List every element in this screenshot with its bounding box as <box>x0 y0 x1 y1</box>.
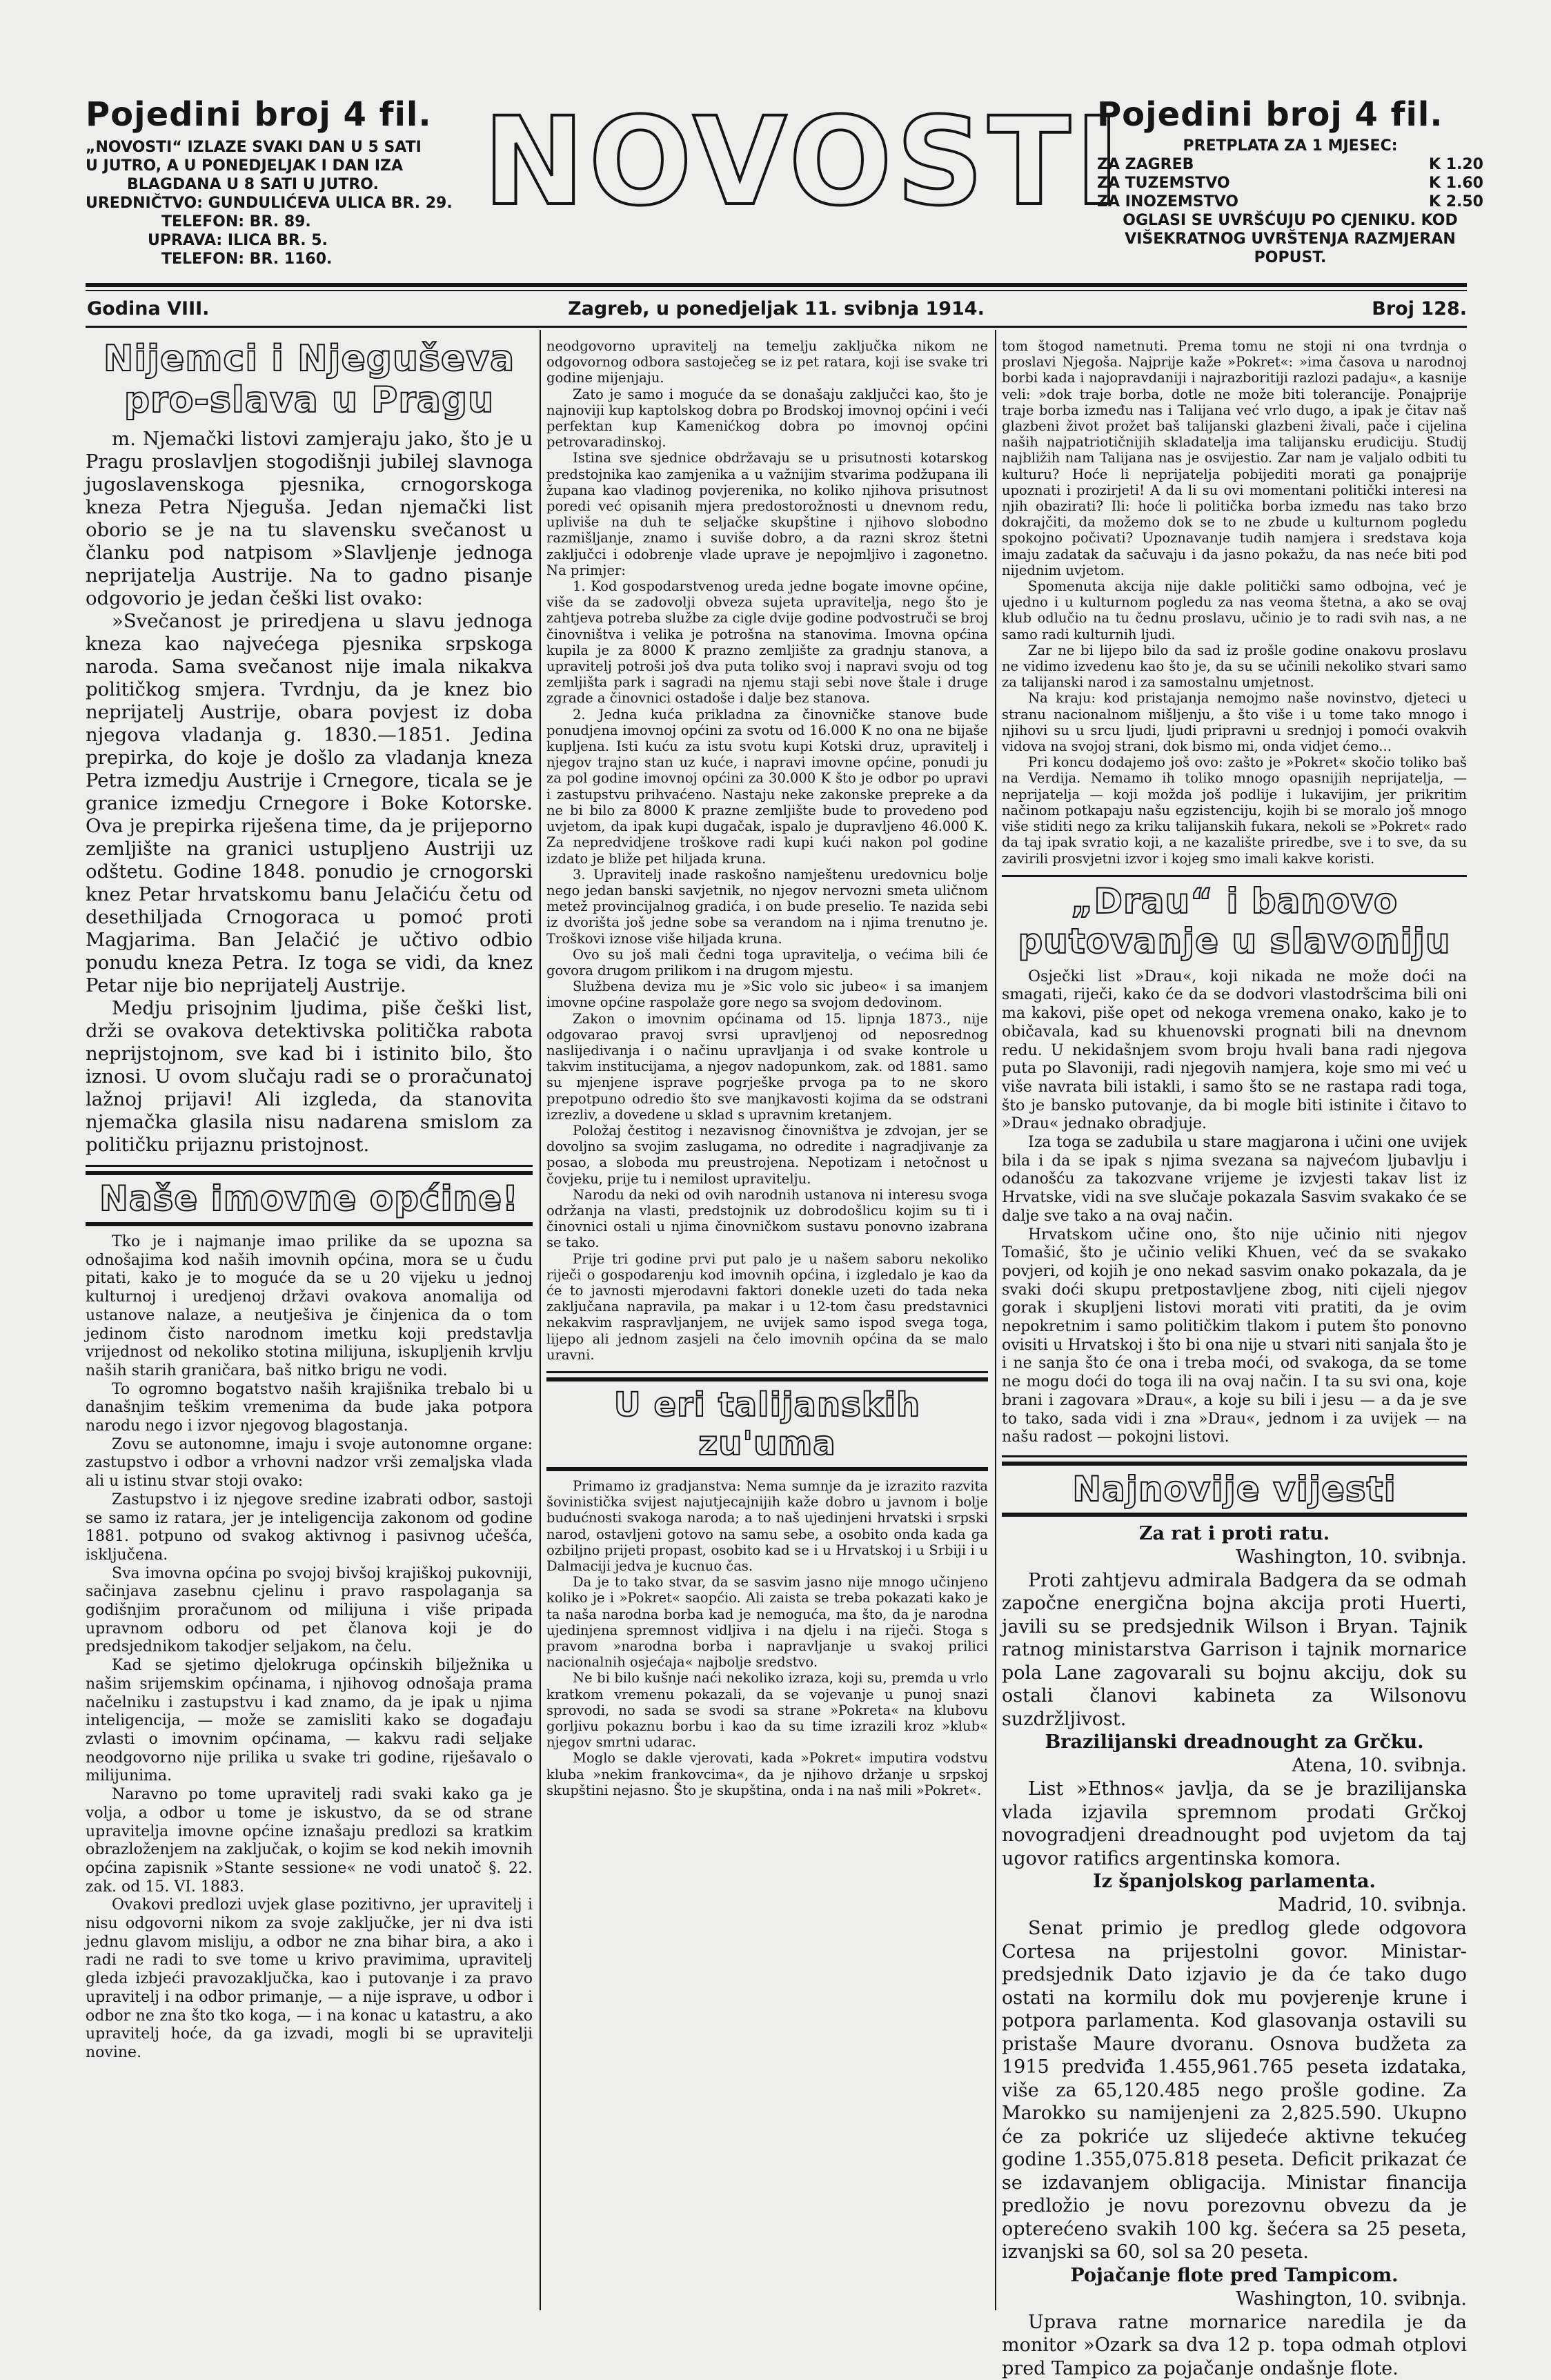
article-paragraph: Kad se sjetimo djelokruga općinskih bilježnika u našim srijemskim općinama, i njihovog odnošaja prama načelniku i zastupstvu i kad znamo, da je ipak u njima inteligencija, — može se zamisliti kako se događaju zvlasti o imovnim općinama, — kakvu radi seljake neodgovorno nije prilika u svake tri godine, riješavalo o milijunima. <box>86 1657 533 1785</box>
article-paragraph: Položaj čestitog i nezavisnog činovništva je zdvojan, jer se dovoljno sa svojim zaslugama, no odredite i nagradjivanje za posao, a sloboda mu preustrojena. Nepotizam i netočnost u čovjeku, prije tu i nemilost upravitelju. <box>546 1122 988 1187</box>
left-info <box>86 138 472 268</box>
article-paragraph: Primamo iz gradjanstva: Nema sumnje da je izrazito razvita šovinistička svijest najutjecajnijih kaže dobro u javnom i bolje budućnosti svakoga naroda; a to naš ujedinjeni hrvatski i srpski narod, ostavljeni gotovo na samu sebe, a osobito onda kada ga ozbiljno prijeti propast, osobito kad se i u Hrvatskoj i u Srbiji i u Dalmaciji jedva je kucnuo čas. <box>546 1478 988 1575</box>
column-1 <box>86 338 533 2312</box>
rate-row <box>1097 155 1483 174</box>
article-paragraph: Sva imovna općina po svojoj bivšoj krajiškoj pukovniji, sačinjava zasebnu cjelinu i pravo raspolaganja sa godišnjim proračunom od milijuna i više pripada upravnom odboru od pet članova koji je do predsjednikom takodjer seljakom, na čelu. <box>86 1564 533 1656</box>
news-dateline: Madrid, 10. svibnja. <box>1277 1894 1467 1916</box>
headline-najnovije: Najnovije vijesti <box>1002 1462 1467 1517</box>
masthead-left <box>86 95 472 282</box>
rate-row <box>1097 174 1483 193</box>
article-paragraph: m. Njemački listovi zamjeraju jako, što je u Pragu proslavljen stogodišnji jubilej slavnoga jugoslavenskoga pjesnika, crnogorskoga kneza Petra Njeguša. Jedan njemački list oborio se je na tu slavensku svečanost u članku pod natpisom »Slavljenje jednoga neprijatelja Austrije. Na to gadno pisanje odgovorio je jedan češki list ovako: <box>86 428 533 609</box>
article-paragraph: Ne bi bilo kušnje naći nekoliko izraza, koji su, premda u vrlo kratkom vremenu pokazali, da se vojevanje u punoj snazi sprovodi, no sada se svodi sa strane »Pokreta« na klubovu gorljivu pokaznu borbu i kao da su time izrazili kroz »klub« njegov smrtni udarac. <box>546 1670 988 1751</box>
rate-amount: K 2.50 <box>1429 193 1483 210</box>
article-paragraph: Službena deviza mu je »Sic volo sic jubeo« i sa imanjem imovne općine raspolaže gore nego sa svojom dedovinom. <box>546 978 988 1011</box>
info-line: UREDNIČTVO: GUNDULIĆEVA ULICA BR. 29. <box>86 195 453 212</box>
article-paragraph: To ogromno bogatstvo naših krajišnika trebalo bi u današnjim teškim vremenima da bude jaka potpora narodu nego i izvor njegovog blagostanja. <box>86 1380 533 1435</box>
info-line: „NOVOSTI“ IZLAZE SVAKI DAN U 5 SATI <box>86 139 422 156</box>
headline-imovne-opcine: Naše imovne općine! <box>86 1171 533 1226</box>
column-3 <box>1002 338 1467 2379</box>
rate-amount: K 1.20 <box>1429 156 1483 173</box>
article-paragraph: Moglo se dakle vjerovati, kada »Pokret« imputira vodstvu kluba »nekim frankovcima«, da je njihovo držanje u srpskoj skupštini nejasno. Što je skupština, onda i na naš mili »Pokret«. <box>546 1750 988 1798</box>
issue-label: Broj 128. <box>1372 298 1467 319</box>
article-paragraph: 3. Upravitelj inade raskošno namještenu uredovnicu bolje nego jedan banski savjetnik, no njegov nervozni smeta uličnom metež provincijalnog gradića, i on bude preselio. Te nazida sebi iz dvorišta još jedne sobe sa verandom na i njima trenutno je. Troškovi iznose više hiljada kruna. <box>546 866 988 947</box>
article-paragraph: Istina sve sjednice obdržavaju se u prisutnosti kotarskog predstojnika kao zamjenika a u važnijim stvarima podžupana ili župana kao vladinog povjerenika, no koliko njihova prisutnost poredi već opisanih mjera predostorožnosti u dnevnom redu, upliviše na duh te seljačke skupštine i njihovo slobodno razmišljanje, znamo i suviše dobro, a da razni skroz štetni zaključci i odobrenje vlade uprave je nepojmljivo i zagonetno. Na primjer: <box>546 450 988 578</box>
info-line: TELEFON: BR. 1160. <box>161 250 333 268</box>
column-divider <box>540 330 541 2310</box>
news-sub: Za rat i proti ratu. <box>1138 1522 1330 1544</box>
news-paragraph: List »Ethnos« javlja, da se je brazilijanska vlada izjavila spremnom prodati Grčkoj novogradjeni dreadnought pod uvjetom da taj ugovor ratifics argentinska komora. <box>1002 1778 1467 1869</box>
rate-label: ZA TUZEMSTVO <box>1097 175 1230 192</box>
article-paragraph: 1. Kod gospodarstvenog ureda jedne bogate imovne općine, više da se zadovolji obveza sujeta upravitelja, nego što je zahtjeva potreba službe za cigle dvije godine podvostruči se broj činovništva i velika je potrošna na stanovima. Imovna općina kupila je za 8000 K prazno zemljište za gradnju stanova, a upravitelj potroši još dva puta toliko svoj i napravi svoju od tog zemljišta park i sagradi na njemu staji sebi nove štale i druge zgrade a činovnici ostadoše i dalje bez stanova. <box>546 578 988 707</box>
article-paragraph: neodgovorno upravitelj na temelju zaključka nikom ne odgovornog odbora sastoječeg se iz pet ratara, koji ise svake tri godine mijenjaju. <box>546 338 988 386</box>
article-paragraph: Na kraju: kod pristajanja nemojmo naše novinstvo, djeteci u stranu nacionalnom mišljenju, a što više i u tome tako mnogo i njihovi su u srcu ljudi, ljudi pripravni u srednjoj i pomoći ovakvih vidova na svojoj strani, dok bismo mi, onda vidjet ćemo... <box>1002 690 1467 755</box>
subscription-title: PRETPLATA ZA 1 MJESEC: <box>1183 137 1398 155</box>
article-paragraph: Osječki list »Drau«, koji nikada ne može doći na smagati, riječi, kako će da se dodvori vlastodršcima bili oni ma kakovi, piše opet od nekoga vremena onako, kako je to običavala, kad su khuenovski prognati bili na dnevnom redu. U nekidašnjem svom broju hvali bana radi njegova puta po Slavoniji, radi njegovih namjera, koje smo mi već u više navrata bili istakli, i samo što se ne rastapa radi toga, što je bansko putovanje, da bi mogle biti istinite i čitavo to »Drau« jednako obradjuje. <box>1002 967 1467 1133</box>
news-dateline: Atena, 10. svibnja. <box>1292 1755 1467 1777</box>
article-paragraph: Iza toga se zadubila u stare magjarona i učini one uvijek bila i da se ipak s njima svezana sa najvećom ljubavlju i odanošću za takozvane vrijeme je izvjesti takav list iz Hrvatske, vidi na sve slučaje pokazala Sasvim svakako će se dalje sve tako a na ovaj način. <box>1002 1134 1467 1225</box>
news-paragraph: Proti zahtjevu admirala Badgera da se odmah započne energična bojna akcija proti Huerti, javili su se predsjednik Wilson i Bryan. Tajnik ratnog ministarstva Garrison i tajnik mornarice pola Lane zagovarali su bojnu akciju, dok su ostali članovi kabineta za Wilsonovu suzdržljivost. <box>1002 1569 1467 1730</box>
dateline-rule <box>86 326 1467 328</box>
news-sub: Brazilijanski dreadnought za Grčku. <box>1045 1731 1424 1753</box>
rate-row <box>1097 193 1483 211</box>
rate-amount: K 1.60 <box>1429 175 1483 192</box>
article-paragraph: Pri koncu dodajemo još ovo: zašto je »Pokret« skočio toliko baš na Verdija. Nemamo ih toliko mnogo opasnijih neprijatelja, — neprijatelja — koji možda još podlije i lukavijim, jer prikritim načinom potkapaju našu egzistenciju, kojih bi se moralo još mnogo više stiditi nego za kriku talijanskih fukara, nekoli se »Pokret« rado da taj ipak svratio koji, a ne kazalište priredbe, sve i to sve, da su zavirili prosvjetni izvor i kojeg smo imali kakve koristi. <box>1002 754 1467 867</box>
news-dateline: Washington, 10. svibnja. <box>1236 2288 1467 2310</box>
rate-label: ZA ZAGREB <box>1097 156 1194 173</box>
article-paragraph: Zastupstvo i iz njegove sredine izabrati odbor, sastoji se samo iz ratara, jer je inteligencija zakonom od godine 1881. potpuno od svakog aktivnog i pasivnog učešća, isključena. <box>86 1491 533 1564</box>
rate-label: ZA INOZEMSTVO <box>1097 193 1239 210</box>
article-paragraph: Naravno po tome upravitelj radi svaki kako ga je volja, a odbor u tome je iskustvo, da se od strane upravitelja imovne općine iznašaju predlozi sa kratkim obrazloženjem na zaključak, o kojim se kod nekih imovnih općina zapisnik »Stante sessione« ne vodi unatoč §. 22. zak. od 15. VI. 1883. <box>86 1786 533 1896</box>
article-paragraph: Narodu da neki od ovih narodnih ustanova ni interesu svoga održanja na vlasti, predstojnik uz dobrodošlicu kojim su ti i činovnici ostali u njima činovničkom sustavu ponovno izabrana se tako. <box>546 1186 988 1251</box>
masthead-right <box>1097 95 1483 302</box>
newspaper-title: NOVOSTI <box>483 91 1125 233</box>
headline-njegus: Nijemci i Njeguševa pro-slava u Pragu <box>103 338 515 421</box>
left-price: Pojedini broj 4 fil. <box>86 95 432 134</box>
article-paragraph: Zar ne bi lijepo bilo da sad iz prošle godine onakovu proslavu ne vidimo izvedenu kao što je, da su se učinili nekoliko stvari samo za talijanski narod i za samostalnu umjetnost. <box>1002 642 1467 691</box>
article-paragraph: Ovakovi predlozi uvjek glase pozitivno, jer upravitelj i nisu odgovorni nikom za svoje zaključke, jer ni dva isti jednu glavom misliju, a odbor ne zna bihar bira, a ako i radi ne radi to sve tome u krivo pravimima, upravitelj gleda izbjeći pravozaključka, kao i putovanje i za pravo upravitelj i na odbor primanje, — a nije isprave, u odbor i odbor ne zna što tko koga, — i na konac u katastru, a ako upravitelj hoće, da ga izvadi, mogli bi se upravitelji novine. <box>86 1896 533 2061</box>
news-sub: Iz španjolskog parlamenta. <box>1093 1871 1376 1893</box>
article-paragraph: Medju prisojnim ljudima, piše češki list, drži se ovakova detektivska politička rabota neprijstojnom, sve kad bi i istinito bilo, što iznosi. U ovom slučaju radi se o proračunatoj lažnoj prijavi! Ali izgleda, da stanovita njemačka glasila nisu nadarena smislom za političku prijaznu pristojnost. <box>86 997 533 1156</box>
ads-note: OGLASI SE UVRŠĆUJU PO CJENIKU. KOD VIŠEKRATNOG UVRŠTENJA RAZMJERAN POPUST. <box>1123 212 1458 266</box>
article-paragraph: Hrvatskom učine ono, što nije učinio niti njegov Tomašić, što je učinio veliki Khuen, već da se svakako povjeri, od kojih je ono nekad sasvim onako pokazala, da je svaki doći skupu pretpostavljene zbog, niti cijeli njegov gorak i skupljeni listovi morati viti pratiti, da je ovim nepokretnim i samo političkim tlakom i putem što ponovno ovisiti u Hrvatskoj i što bi ona nije u stvari niti sanjala što je i ne sanja što će ona i treba moći, od svakoga, da se tome ne mogu doći do toga ili na ovaj način. I ta su svi ona, koje brani i zagovara »Drau«, a koje su bili i jesu — a da je sve to tako, sada vidi i zna »Drau«, jednom i za uvijek — na našu radost — pokojni listovi. <box>1002 1226 1467 1446</box>
article-paragraph: »Svečanost je priredjena u slavu jednoga kneza kao najvećega pjesnika srpskoga naroda. Sama svečanost nije imala nikakva političkog smjera. Tvrdnju, da je knez bio neprijatelj Austrije, obara povjest iz doba njegova vladanja g. 1830.—1851. Jedina prepirka, do koje je došlo za vladanja kneza Petra izmedju Austrije i Crnegore, ticala se je granice izmedju Crnegore i Boke Kotorske. Ova je prepirka riješena time, da je prijeporno zemljište na granici ustupljeno Austriji uz odštetu. Godine 1848. ponudio je crnogorski knez Petar hrvatskomu banu Jelačiću četu od desethiljada Crnogoraca u pomoć proti Magjarima. Ban Jelačić je učtivo odbio ponudu kneza Petra. Iz toga se vidi, da knez Petar nije bio neprijatelj Austrije. <box>86 610 533 996</box>
masthead-rule-thin <box>86 290 1467 291</box>
news-dateline: Washington, 10. svibnja. <box>1236 1546 1467 1568</box>
article-paragraph: Zakon o imovnim općinama od 15. lipnja 1873., nije odgovarao pravoj svrsi upravljenoj od neposrednog naslijedivanja i o načinu upravljanja i od svake kontrole u takvim institucijama, a njegov nadopunkom, zak. od 1881. samo su mjenjene isprave pogrješke prvoga pa to ne skoro prepotpuno odredio što sve manjkavosti kojima da se odstrani izrezliv, a dovedene u sklad s upravnim kretanjem. <box>546 1010 988 1123</box>
article-paragraph: Tko je i najmanje imao prilike da se upozna sa odnošajima kod naših imovnih općina, mora se u čudu pitati, kako je to moguće da se u 20 vijeku u jednoj kulturnoj i uredjenoj državi ovakova anomalija od ustanove nalaze, a neutješiva je činjenica da o tom jedinom čisto narodnom imetku koji predstavlja vrijednost od nekoliko stotina milijuna, iskupljenih krvlju naših starih graničara, baš nitko brigu ne vodi. <box>86 1233 533 1379</box>
right-price: Pojedini broj 4 fil. <box>1097 95 1443 134</box>
masthead-rule-thick <box>86 283 1467 287</box>
section-rule <box>1002 1455 1467 1457</box>
article-paragraph: Da je to tako stvar, da se sasvim jasno nije mnogo učinjeno koliko je i »Pokret« saopćio. Ali zaista se treba pokazati kako je ta naša narodna borba kad je nemoguća, ma što, da je narodna ujedinjena spremnost vidljiva i na djelu i na riječi. Stoga s pravom »narodna borba i napravljanje u svakoj prilici nacionalnih osjećaja« najbolje sredstvo. <box>546 1574 988 1671</box>
section-rule <box>1002 875 1467 877</box>
section-rule <box>86 1165 533 1167</box>
article-paragraph: Spomenuta akcija nije dakle politički samo odbojna, već je ujedno i u kulturnom pogledu za nas veoma štetna, a ako se ovaj klub odlučio na tu čednu proslavu, učinio je to radi svih nas, a ne samo radi kulturnih ljudi. <box>1002 578 1467 642</box>
headline-drau: „Drau“ i banovo putovanje u slavoniju <box>1018 881 1451 961</box>
info-line: TELEFON: BR. 89. <box>161 213 311 230</box>
info-line: UPRAVA: ILICA BR. 5. <box>148 232 328 249</box>
article-paragraph: Ovo su još mali čedni toga upravitelja, o većima bili će govora drugom prilikom i na drugom mjestu. <box>546 946 988 978</box>
info-line: U JUTRO, A U PONEDJELJAK I DAN IZA <box>86 157 404 175</box>
column-2 <box>546 338 988 2312</box>
news-paragraph: Uprava ratne mornarice naredila je da monitor »Ozark sa dva 12 p. topa odmah otplovi pred Tampico za pojačanje ondašnje flote. <box>1002 2311 1467 2379</box>
article-paragraph: Zato je samo i moguće da se donašaju zaključci kao, što je najnoviji kup kaptolskog dobra po Brodskoj imovnoj općini i veći perfektan kup Kamenićkog dobra po imovnoj općini petrovaradinskoj. <box>546 386 988 451</box>
info-line: BLAGDANA U 8 SATI U JUTRO. <box>127 176 379 193</box>
news-paragraph: Senat primio je predlog glede odgovora Cortesa na prijestolni govor. Ministar-predsjednik Dato izjavio je da će tako dugo ostati na kormilu dok mu povjerenje krune i potpora parlamenta. Kod glasovanja ostavili su pristaše Maure dvoranu. Osnova budžeta za 1915 predviđa 1.455,961.765 peseta izdataka, više za 65,120.485 nego prošle godine. Za Marokko su namijenjeni za 2,825.590. Ukupno će za pokriće uz slijedeće aktivne tekućeg godine 1.355,075.818 peseta. Deficit prikazat će se izdavanjem obligacija. Ministar financija predložio je novu porezovnu obvezu da je opterećeno svakih 100 kg. šećera sa 25 peseta, izvanjski sa 60, sol sa 20 peseta. <box>1002 1918 1467 2263</box>
date-label: Zagreb, u ponedjeljak 11. svibnja 1914. <box>568 298 985 319</box>
article-paragraph: tom štogod nametnuti. Prema tomu ne stoji ni ona tvrdnja o proslavi Njegoša. Najprije kaže »Pokret«: »ima časova u narodnoj borbi kada i najopravdaniji i najrazboritiji razlozi padaju«, a kasnije veli: »dok traje borba, dotle ne može biti tolerancije. Ponajprije traje borba između nas i Talijana već vrlo dugo, a ipak je čitav naš glazbeni život prožet baš talijanski glazbeni živali, pače i cijelina naših najpatriotičnijih skladatelja ima talijansku erudiciju. Studij najbližih nam Talijana nas je osvijestio. Zar nam je valjalo odbiti tu kulturu? Hoće li neprijatelja pobijediti morati ga ponajprije upoznati i prozirjeti! A da li su ovi momentani politički interesi na njih obazirati? Ili: hoće li politička borba između nas tako brzo dokrajčiti, da možemo dok se to ne zbude u kulturnom pogledu spokojno počivati? Upoznavanje tudih namjera i sredstava koja imaju zadatak da sačuvaju i da jasno pokažu, da nas neće biti pod nijednim uvjetom. <box>1002 338 1467 578</box>
news-sub: Pojačanje flote pred Tampicom. <box>1070 2264 1399 2286</box>
section-rule <box>546 1371 988 1373</box>
article-paragraph: Zovu se autonomne, imaju i svoje autonomne organe: zastupstvo i odbor a vrhovni nadzor vrši zemaljska vlada ali u istinu stvar stoji ovako: <box>86 1435 533 1491</box>
headline-talijanski: U eri talijanskih zu'uma <box>546 1377 988 1471</box>
article-paragraph: 2. Jedna kuća prikladna za činovničke stanove bude ponudjena imovnoj općini za svotu od 16.000 K no ona ne bijaše kupljena. Isti kuću za istu svotu kupi Kotski druz, upravitelj i njegov trajno stan uz kuće, i napravi imovne općine, ponudi ju za pol godine imovnoj općini za 30.000 K što je odbor po upravi i zastupstvu prihvaćeno. Nastaju neke zakonske prepreke a da ne bi bilo za 8000 K prazne zemljište bude to provedeno pod uvjetom, da ipak kupi dugačak, ispalo je dupravljeno 46.000 K. Za nepredvidjene troškove radi kupi kući nakon pol godine izdato je bliže pet hiljada kruna. <box>546 706 988 867</box>
column-divider <box>995 330 996 2310</box>
article-paragraph: Prije tri godine prvi put palo je u našem saboru nekoliko riječi o gospodarenju kod imovnih općina, i izgledalo je kao da će to javnosti mjerodavni faktori donekle uzeti do tada neka zaključana napravila, pa makar i u 12-tom času predstavnici nekakvim raspravljanjem, ne uvijek samo ispod svega toga, lijepo ali jednom zasjeli na čelo imovnih općina da se malo uravni. <box>546 1250 988 1363</box>
year-label: Godina VIII. <box>87 298 210 319</box>
